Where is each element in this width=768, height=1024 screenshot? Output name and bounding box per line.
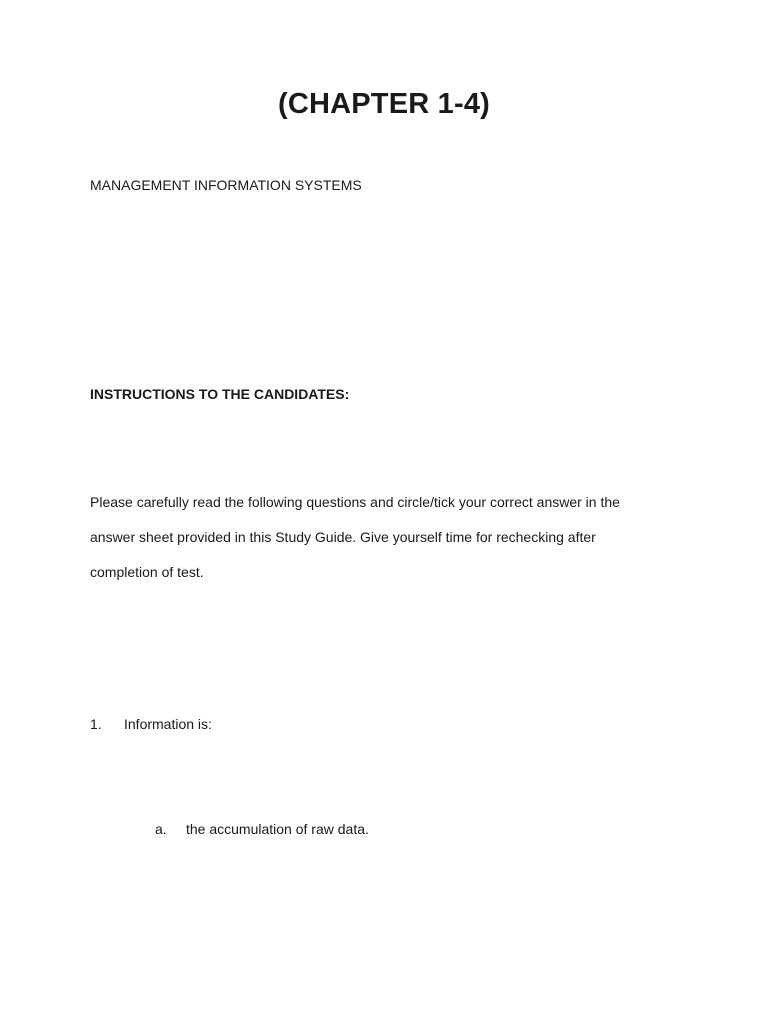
option-text: the accumulation of raw data. [186,821,369,837]
question-number: 1. [90,716,102,732]
document-title: (CHAPTER 1-4) [277,88,491,120]
instructions-line: answer sheet provided in this Study Guide. Give yourself time for rechecking after [90,529,596,545]
option-letter: a. [155,821,167,837]
instructions-line: completion of test. [90,564,204,580]
instructions-heading: INSTRUCTIONS TO THE CANDIDATES: [90,386,350,402]
question-text: Information is: [124,716,212,732]
instructions-line: Please carefully read the following questions and circle/tick your correct answer in the [90,494,620,510]
instructions-paragraph [90,485,710,590]
subject-line: MANAGEMENT INFORMATION SYSTEMS [90,177,362,193]
